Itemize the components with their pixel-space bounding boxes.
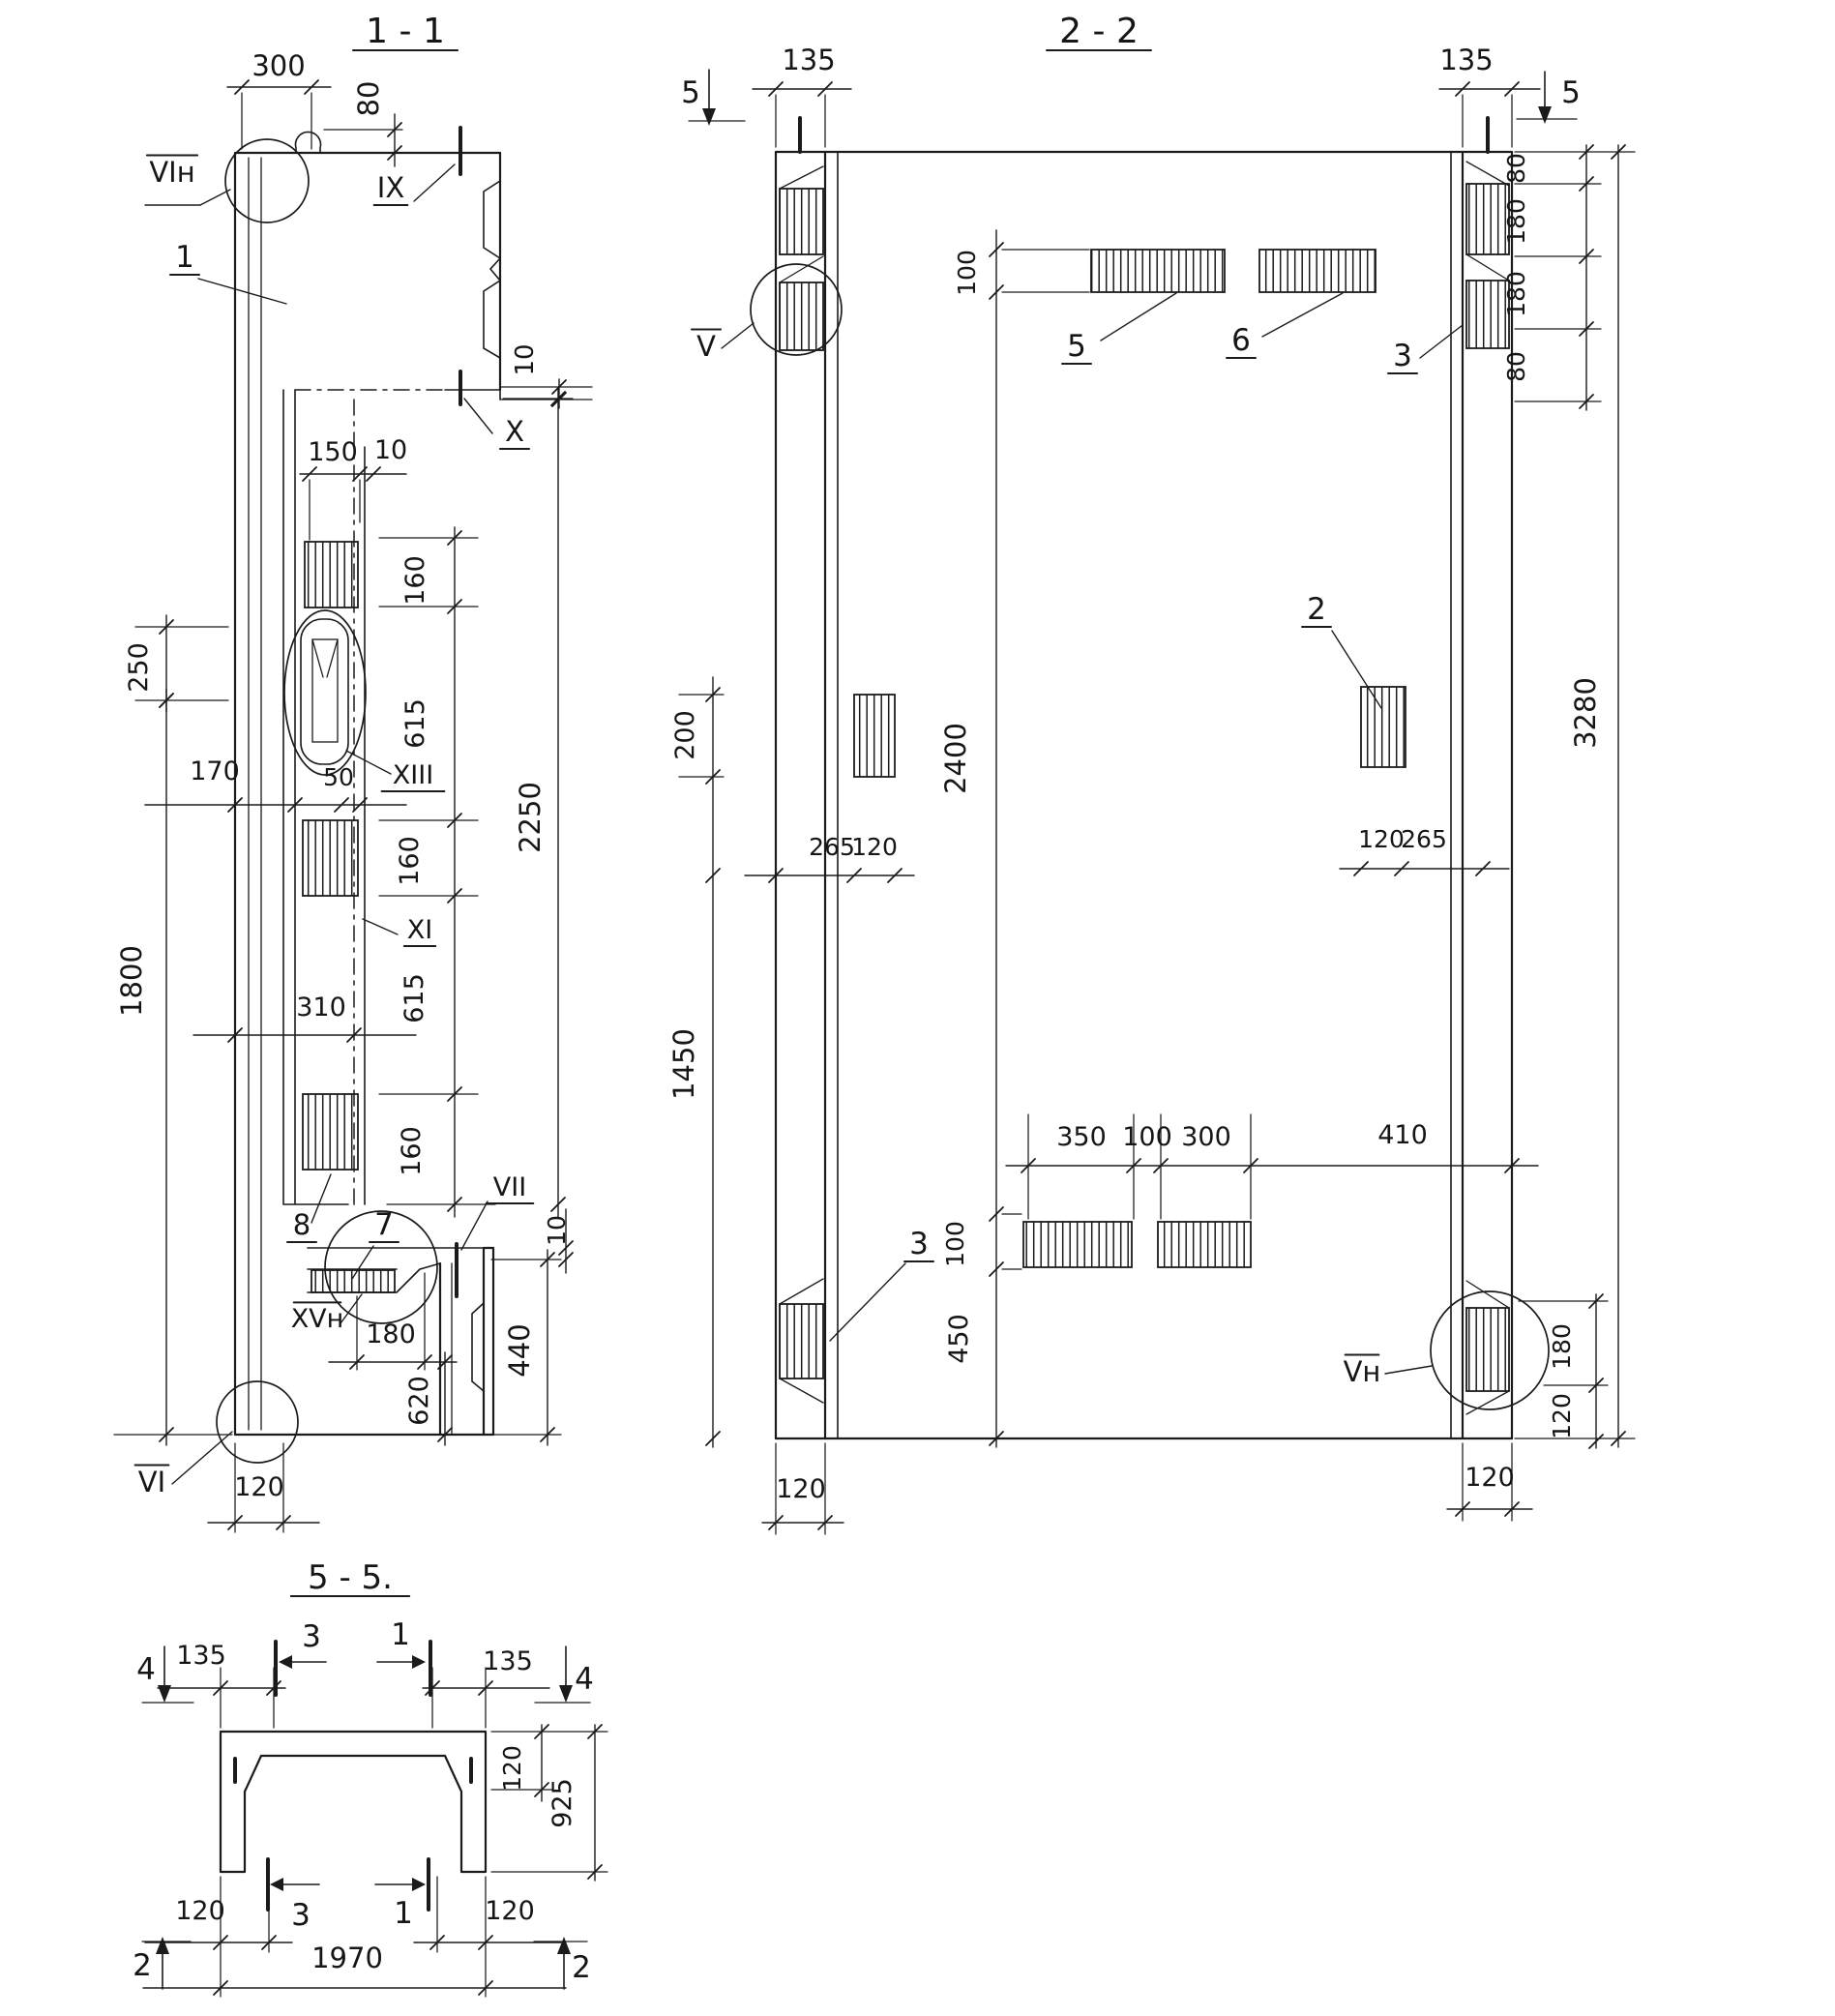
marker-4-left: 4: [136, 1652, 156, 1687]
marker-5-top-left: 5: [681, 75, 700, 110]
line: [172, 1432, 232, 1484]
dim-160-1: 160: [400, 555, 430, 606]
hatch-block-2: [303, 820, 358, 896]
line: [830, 1263, 905, 1341]
dim-100-bot-mid: 100: [1122, 1122, 1172, 1152]
dim-160-3: 160: [397, 1126, 427, 1176]
line: [363, 919, 398, 934]
label-2: 2: [1307, 592, 1326, 627]
marker-4-right: 4: [575, 1662, 594, 1697]
section-1-1-geometry: [217, 128, 500, 1463]
hatch-block-1: [305, 542, 358, 608]
hatch-block-2-item: [1361, 687, 1406, 767]
dim-450: 450: [944, 1314, 974, 1364]
panel-outline-1-1: [235, 153, 500, 1435]
marker-1-bottom: 1: [394, 1896, 413, 1931]
dim-135-right: 135: [1439, 44, 1494, 76]
dim-1970: 1970: [311, 1942, 383, 1974]
label-XVn: XVн: [290, 1304, 344, 1334]
dim-10-flange: 10: [511, 343, 540, 376]
dim-135-left: 135: [782, 44, 836, 76]
label-8: 8: [292, 1208, 311, 1241]
title-section-1-1: 1 - 1: [366, 12, 445, 51]
section-marker-shafts: [163, 70, 1545, 1989]
label-V: V: [696, 330, 716, 363]
dim-2400: 2400: [939, 723, 972, 794]
anchor-ticks: [800, 118, 1488, 152]
line: [1385, 1366, 1432, 1374]
label-1: 1: [175, 240, 194, 275]
hatch-block-8: [303, 1094, 358, 1170]
hatch-block-5: [1091, 250, 1225, 292]
hatch-block-bot-1: [1023, 1222, 1132, 1267]
anchor-ticks-5-5: [235, 1759, 471, 1782]
dim-120-bl5: 120: [175, 1896, 225, 1926]
section-2-2-geometry: [751, 118, 1549, 1438]
dim-135-l5: 135: [176, 1641, 226, 1671]
dim-3280: 3280: [1569, 677, 1602, 749]
dim-80-loop: 80: [352, 80, 385, 117]
bottom-flange: [440, 1248, 493, 1435]
line: [1420, 325, 1463, 358]
label-VIn: VIн: [149, 156, 195, 189]
dim-160-2: 160: [395, 836, 425, 886]
dim-10-recess: 10: [373, 435, 408, 465]
line: [311, 1174, 331, 1223]
lifting-loop-icon: [296, 132, 321, 153]
dim-200: 200: [670, 710, 700, 760]
arrow-right-icon: [412, 1655, 426, 1669]
label-5: 5: [1067, 329, 1086, 364]
dim-80-r2: 80: [1502, 351, 1530, 382]
dim-620: 620: [404, 1376, 434, 1426]
label-VII: VII: [492, 1172, 527, 1202]
line: [464, 399, 492, 433]
dim-120-bot-left: 120: [776, 1474, 826, 1504]
arrow-up-icon: [557, 1937, 571, 1954]
arrow-up-icon: [156, 1937, 169, 1954]
label-6: 6: [1231, 323, 1251, 358]
dim-50: 50: [323, 763, 354, 791]
dim-80-r1: 80: [1502, 153, 1530, 184]
line: [200, 190, 230, 205]
hatch-block-bot-2: [1158, 1222, 1251, 1267]
dim-120-br: 120: [1548, 1393, 1576, 1439]
detail-circle-VI: [217, 1381, 298, 1463]
dim-10-step: 10: [543, 1215, 571, 1246]
hatch-block-mid-left: [854, 695, 895, 777]
marker-3-bottom: 3: [291, 1898, 311, 1933]
channel-outline: [221, 1732, 486, 1872]
line: [461, 1201, 488, 1250]
line: [722, 323, 754, 348]
dim-100-bot-left: 100: [941, 1221, 969, 1267]
dim-615-1: 615: [400, 698, 430, 749]
label-X: X: [505, 415, 524, 448]
marker-1-top: 1: [391, 1617, 410, 1652]
hidden-recess-line: [295, 390, 445, 1211]
dim-100-top: 100: [953, 250, 981, 296]
flange-notches: [484, 181, 500, 358]
title-section-2-2: 2 - 2: [1059, 12, 1139, 51]
title-section-5-5: 5 - 5.: [308, 1558, 393, 1597]
rib-hatch-l3: [780, 1304, 823, 1379]
marker-3-top: 3: [302, 1619, 321, 1654]
dim-120-left-mid: 120: [851, 833, 898, 861]
label-3-bottom: 3: [909, 1227, 929, 1261]
section-cut-ticks: [457, 128, 460, 1296]
dim-300: 300: [252, 49, 306, 82]
arrow-right-icon: [412, 1878, 426, 1891]
dim-120-bottom-1-1: 120: [234, 1472, 284, 1502]
line: [1332, 631, 1381, 708]
label-IX: IX: [376, 171, 405, 204]
strand-lines: [249, 158, 261, 1430]
dim-2250: 2250: [514, 782, 547, 853]
dim-180-r2: 180: [1502, 271, 1530, 317]
dim-135-r5: 135: [483, 1646, 533, 1676]
dim-440: 440: [503, 1323, 536, 1378]
rib-hatch-r3: [1466, 1308, 1509, 1391]
dim-310: 310: [296, 993, 346, 1023]
dim-300-bot: 300: [1181, 1122, 1231, 1152]
dim-120-bot-right: 120: [1465, 1463, 1515, 1493]
line: [198, 279, 286, 304]
dim-350: 350: [1056, 1122, 1107, 1152]
dim-180-r1: 180: [1502, 198, 1530, 245]
line: [1262, 293, 1343, 337]
label-3-right: 3: [1393, 339, 1412, 373]
label-XIII: XIII: [392, 760, 434, 790]
marker-2-left: 2: [133, 1948, 152, 1983]
section-cut-lines-5-5: [268, 1642, 430, 1910]
label-Vn: Vн: [1343, 1355, 1381, 1388]
line: [1101, 293, 1176, 341]
dim-615-2: 615: [400, 973, 429, 1023]
detail-circle-XIII: [284, 610, 366, 775]
label-VI: VI: [137, 1466, 166, 1498]
dim-170: 170: [190, 756, 240, 786]
bottom-flange-notch: [472, 1303, 484, 1391]
dim-120-slab: 120: [498, 1745, 526, 1792]
dim-265-right: 265: [1401, 825, 1447, 853]
dim-180-step: 180: [366, 1319, 416, 1349]
line: [414, 164, 455, 201]
arrow-down-icon: [702, 108, 716, 126]
marker-5-top-right: 5: [1561, 75, 1581, 110]
rib-hatch-l1: [780, 189, 823, 254]
hatch-block-6: [1259, 250, 1376, 292]
marker-2-right: 2: [572, 1950, 591, 1985]
dim-150: 150: [308, 437, 358, 467]
dim-410: 410: [1377, 1120, 1428, 1150]
dim-1800: 1800: [115, 945, 148, 1017]
dim-180-br: 180: [1548, 1323, 1576, 1370]
arrow-down-icon: [1538, 106, 1552, 124]
dim-925: 925: [548, 1778, 577, 1828]
label-XI: XI: [406, 915, 433, 945]
dim-120-right-mid: 120: [1358, 825, 1405, 853]
dim-1450: 1450: [667, 1028, 700, 1100]
rib-hatch-l2: [780, 282, 823, 350]
web-faces: [283, 390, 365, 1204]
arrow-left-icon: [270, 1878, 283, 1891]
annotations: [115, 12, 1602, 1985]
dim-250: 250: [124, 642, 154, 693]
dim-265-left: 265: [809, 833, 855, 861]
arrow-down-icon: [559, 1685, 573, 1703]
label-7: 7: [374, 1207, 394, 1242]
hatch-strip-7: [311, 1270, 395, 1292]
arrow-left-icon: [279, 1655, 292, 1669]
dim-120-br5: 120: [485, 1896, 535, 1926]
